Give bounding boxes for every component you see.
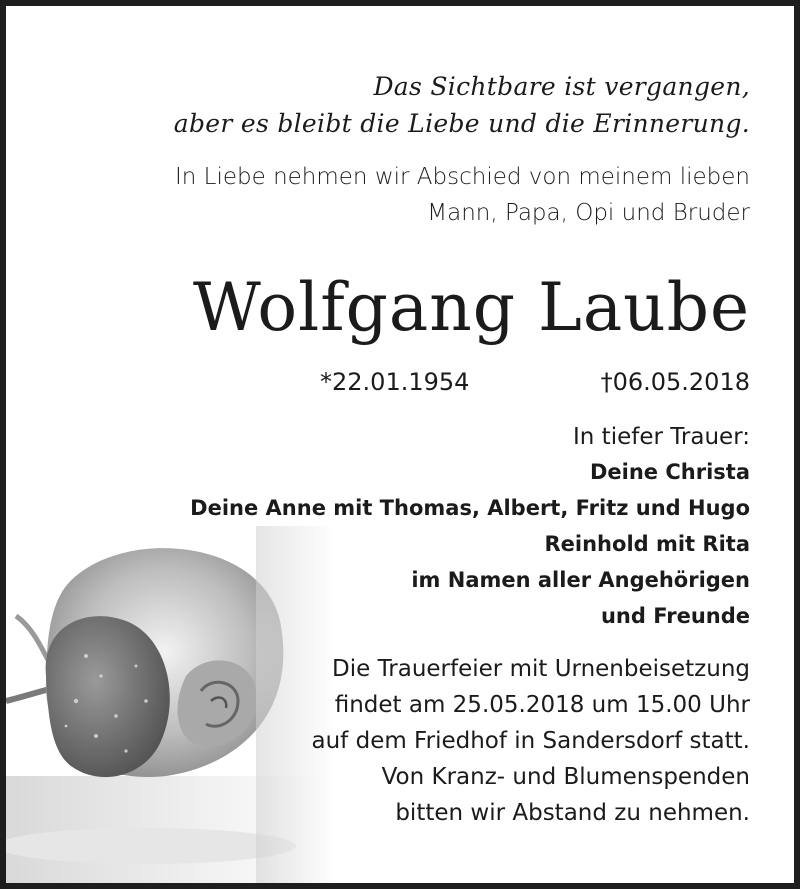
intro-line-1: In Liebe nehmen wir Abschied von meinem lieben xyxy=(174,164,750,190)
deceased-name: Wolfgang Laube xyxy=(193,269,750,346)
mourner-name: und Freunde xyxy=(600,604,750,628)
service-line: Von Kranz- und Blumenspenden xyxy=(381,764,750,790)
service-line: findet am 25.05.2018 um 15.00 Uhr xyxy=(334,692,750,718)
quote-line-1: Das Sichtbare ist vergangen, xyxy=(373,72,750,101)
mourner-name: Deine Anne mit Thomas, Albert, Fritz und Hugo xyxy=(190,496,750,520)
service-line: bitten wir Abstand zu nehmen. xyxy=(395,800,750,826)
mourner-name: Reinhold mit Rita xyxy=(544,532,750,556)
mourner-name: Deine Christa xyxy=(589,460,750,484)
service-line: auf dem Friedhof in Sandersdorf statt. xyxy=(311,728,750,754)
service-line: Die Trauerfeier mit Urnenbeisetzung xyxy=(332,656,750,682)
mourner-name: im Namen aller Angehörigen xyxy=(411,568,750,592)
rose-image xyxy=(6,526,336,889)
quote-line-2: aber es bleibt die Liebe und die Erinnerung. xyxy=(173,109,750,138)
death-date: †06.05.2018 xyxy=(600,368,750,396)
birth-date: *22.01.1954 xyxy=(320,368,470,396)
intro-line-2: Mann, Papa, Opi und Bruder xyxy=(427,200,750,226)
mourners-intro: In tiefer Trauer: xyxy=(573,424,750,450)
